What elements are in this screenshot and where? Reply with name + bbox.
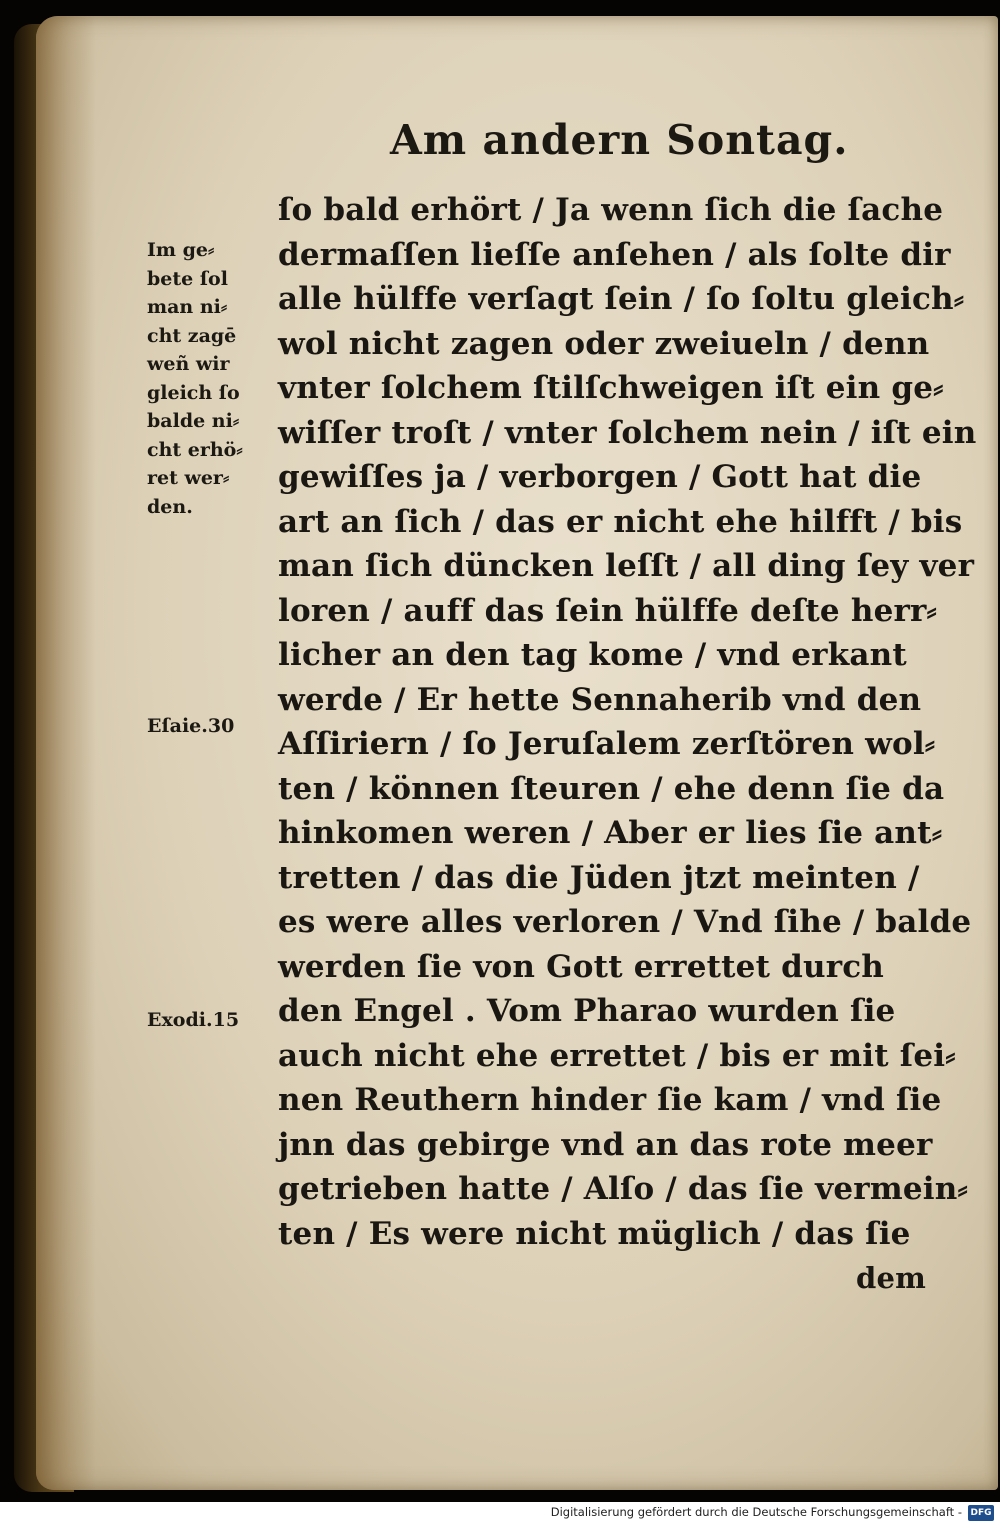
- footer-credit: Digitalisierung gefördert durch die Deutsche Forschungsgemeinschaft -: [550, 1505, 962, 1519]
- text-line: gewiſſes ja / verborgen / Gott hat die: [278, 459, 922, 495]
- dfg-logo-icon: DFG: [968, 1505, 994, 1521]
- marginal-note-line: Exodi.15: [147, 1009, 240, 1031]
- text-line: wol nicht zagen oder zweiueln / denn: [278, 325, 930, 362]
- marginal-note-line: Eſaie.30: [147, 715, 235, 737]
- text-line: hinkomen weren / Aber er lies ſie ant⸗: [278, 815, 943, 851]
- marginal-note-esaie: [147, 712, 234, 741]
- page-stain: [36, 16, 96, 1490]
- catchword: dem: [855, 1261, 926, 1295]
- marginal-note-line: man ni⸗: [147, 296, 228, 318]
- marginal-note-exodi: [147, 1006, 239, 1035]
- text-line: den Engel . Vom Pharao wurden ſie: [278, 993, 896, 1029]
- text-line: ten / können ſteuren / ehe denn ſie da: [278, 770, 945, 807]
- text-line: ten / Es were nicht müglich / das ſie: [278, 1215, 911, 1252]
- text-line: dermaſſen lieſſe anſehen / als ſolte dir: [278, 236, 951, 273]
- text-line: Aſſiriern / ſo Jeruſalem zerſtören wol⸗: [278, 726, 936, 762]
- text-line: auch nicht ehe errettet / bis er mit ſei⸗: [278, 1037, 956, 1074]
- text-line: alle hülffe verſagt ſein / ſo ſoltu gleich⸗: [278, 281, 965, 317]
- marginal-note-line: Im ge⸗: [147, 239, 215, 261]
- text-line: werde / Er hette Sennaherib vnd den: [278, 681, 922, 718]
- text-line: nen Reuthern hinder ſie kam / vnd ſie: [278, 1082, 942, 1118]
- text-line: loren / auff das ſein hülffe deſte herr⸗: [278, 592, 938, 629]
- text-line: art an ſich / das er nicht ehe hilfft / bis: [278, 503, 963, 540]
- running-head: Am andern Sontag.: [390, 116, 849, 164]
- marginal-note-line: den.: [147, 495, 193, 518]
- text-line: licher an den tag kome / vnd erkant: [278, 637, 907, 673]
- marginal-note-line: bete ſol: [147, 267, 228, 290]
- text-line: man ſich düncken leſſt / all ding ſey ver: [278, 548, 975, 584]
- marginal-note-line: cht erhö⸗: [147, 438, 243, 461]
- body-text: [278, 188, 977, 1301]
- marginal-note-prayer: [147, 236, 243, 521]
- text-line: tretten / das die Jüden jtzt meinten /: [278, 859, 920, 896]
- footer-bar: [0, 1502, 1000, 1525]
- text-line: vnter ſolchem ſtilſchweigen iſt ein ge⸗: [278, 370, 944, 406]
- marginal-note-line: cht zagē: [147, 324, 237, 347]
- text-line: getrieben hatte / Alſo / das ſie vermein⸗: [278, 1171, 968, 1207]
- text-line: es were alles verloren / Vnd ſihe / balde: [278, 904, 972, 940]
- text-line: jnn das gebirge vnd an das rote meer: [278, 1126, 933, 1163]
- marginal-note-line: weñ wir: [147, 353, 230, 375]
- text-line: wiſſer troſt / vnter ſolchem nein / iſt ein: [278, 414, 977, 451]
- marginal-note-line: gleich ſo: [147, 381, 240, 404]
- marginal-note-line: balde ni⸗: [147, 410, 240, 432]
- text-line: ſo bald erhört / Ja wenn ſich die ſache: [278, 192, 944, 228]
- text-line: werden ſie von Gott errettet durch: [278, 948, 885, 985]
- marginal-note-line: ret wer⸗: [147, 467, 230, 489]
